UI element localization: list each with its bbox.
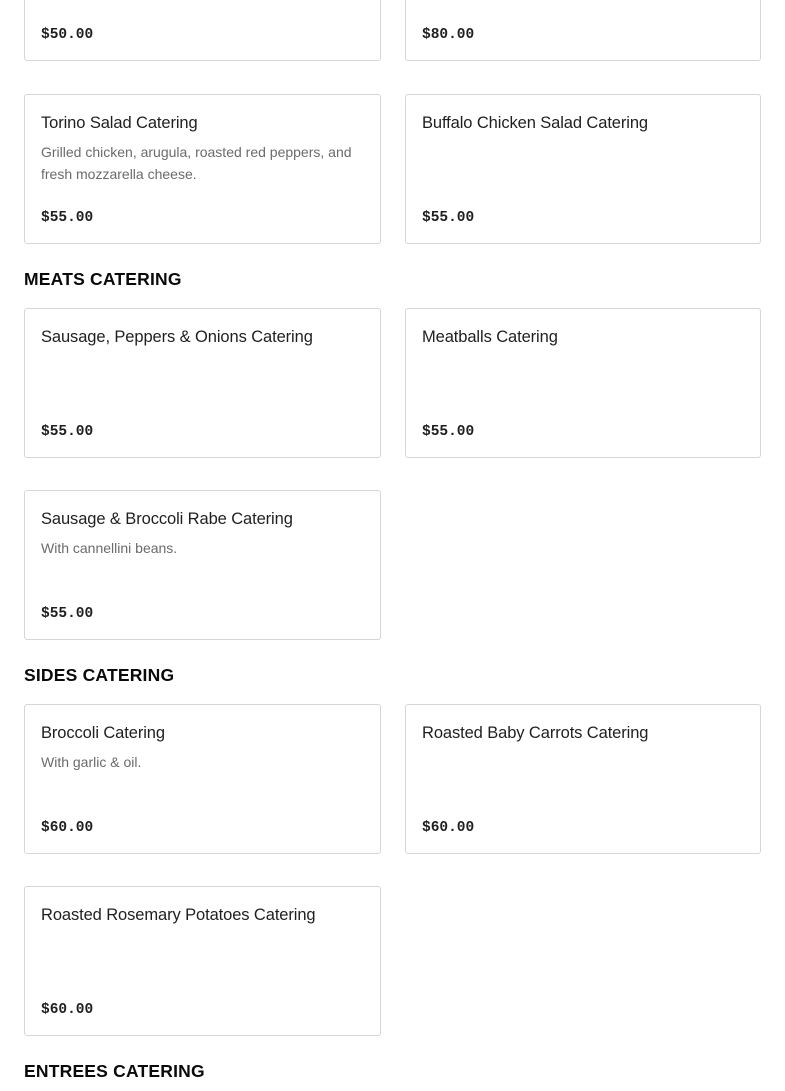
menu-item-price: $60.00: [422, 820, 475, 836]
menu-item-description: With garlic & oil.: [41, 754, 142, 770]
menu-item-card[interactable]: [24, 94, 381, 244]
menu-item-name: Roasted Baby Carrots Catering: [422, 724, 649, 742]
menu-item-card[interactable]: [24, 704, 381, 854]
menu-item-name: Meatballs Catering: [422, 328, 558, 346]
menu-item-price: $60.00: [41, 1002, 94, 1018]
menu-item-price: $80.00: [422, 27, 475, 43]
section-heading-entrees: ENTREES CATERING: [24, 1061, 205, 1081]
menu-item-description: With cannellini beans.: [41, 540, 178, 556]
menu-item-name: Sausage, Peppers & Onions Catering: [41, 328, 313, 346]
menu-item-card[interactable]: [405, 94, 761, 244]
menu-item-name: Broccoli Catering: [41, 724, 165, 742]
menu-item-price: $50.00: [41, 27, 94, 43]
menu-item-name: Roasted Rosemary Potatoes Catering: [41, 906, 316, 924]
menu-item-price: $55.00: [41, 210, 94, 226]
menu-item-price: $55.00: [41, 606, 94, 622]
menu-item-card[interactable]: [405, 0, 761, 61]
menu-item-card[interactable]: [24, 0, 381, 61]
menu-item-card[interactable]: [405, 308, 761, 458]
section-heading-meats: MEATS CATERING: [24, 269, 182, 289]
section-heading-sides: SIDES CATERING: [24, 665, 175, 685]
menu-item-card[interactable]: [24, 886, 381, 1036]
menu-item-card[interactable]: [24, 490, 381, 640]
menu-item-description: Grilled chicken, arugula, roasted red peppers, and fresh mozzarella cheese.: [41, 144, 352, 182]
menu-item-name: Torino Salad Catering: [41, 114, 198, 132]
menu-item-price: $55.00: [422, 424, 475, 440]
menu-item-name: Buffalo Chicken Salad Catering: [422, 114, 649, 132]
menu-item-price: $60.00: [41, 820, 94, 836]
menu-item-price: $55.00: [41, 424, 94, 440]
menu-item-card[interactable]: [24, 308, 381, 458]
menu-item-card[interactable]: [405, 704, 761, 854]
menu-item-price: $55.00: [422, 210, 475, 226]
menu-item-name: Sausage & Broccoli Rabe Catering: [41, 510, 293, 528]
